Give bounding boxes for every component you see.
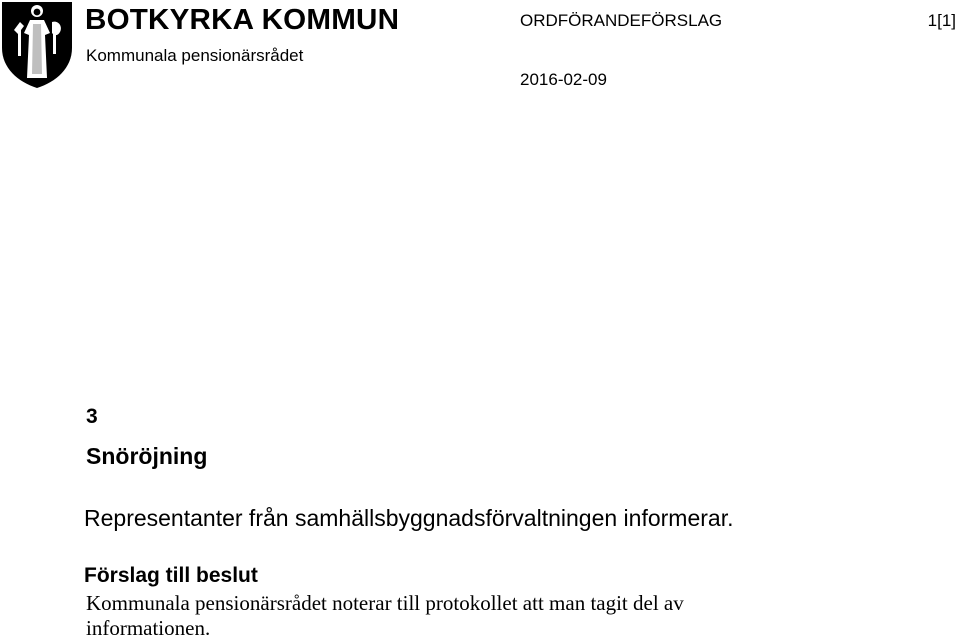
agenda-item-title: Snöröjning (86, 443, 208, 469)
proposal-text: Kommunala pensionärsrådet noterar till protokollet att man tagit del av informationen. (86, 591, 684, 640)
page-number: 1[1] (927, 11, 956, 30)
organization-unit: Kommunala pensionärsrådet (86, 46, 304, 65)
coat-of-arms-icon (0, 0, 74, 90)
agenda-item-body: Representanter från samhällsbyggnadsförvaltningen informerar. (84, 505, 734, 531)
document-type: ORDFÖRANDEFÖRSLAG (520, 11, 723, 30)
agenda-item-number: 3 (86, 405, 98, 428)
proposal-heading: Förslag till beslut (84, 564, 258, 587)
organization-name: BOTKYRKA KOMMUN (85, 4, 400, 36)
document-date: 2016-02-09 (520, 70, 607, 89)
